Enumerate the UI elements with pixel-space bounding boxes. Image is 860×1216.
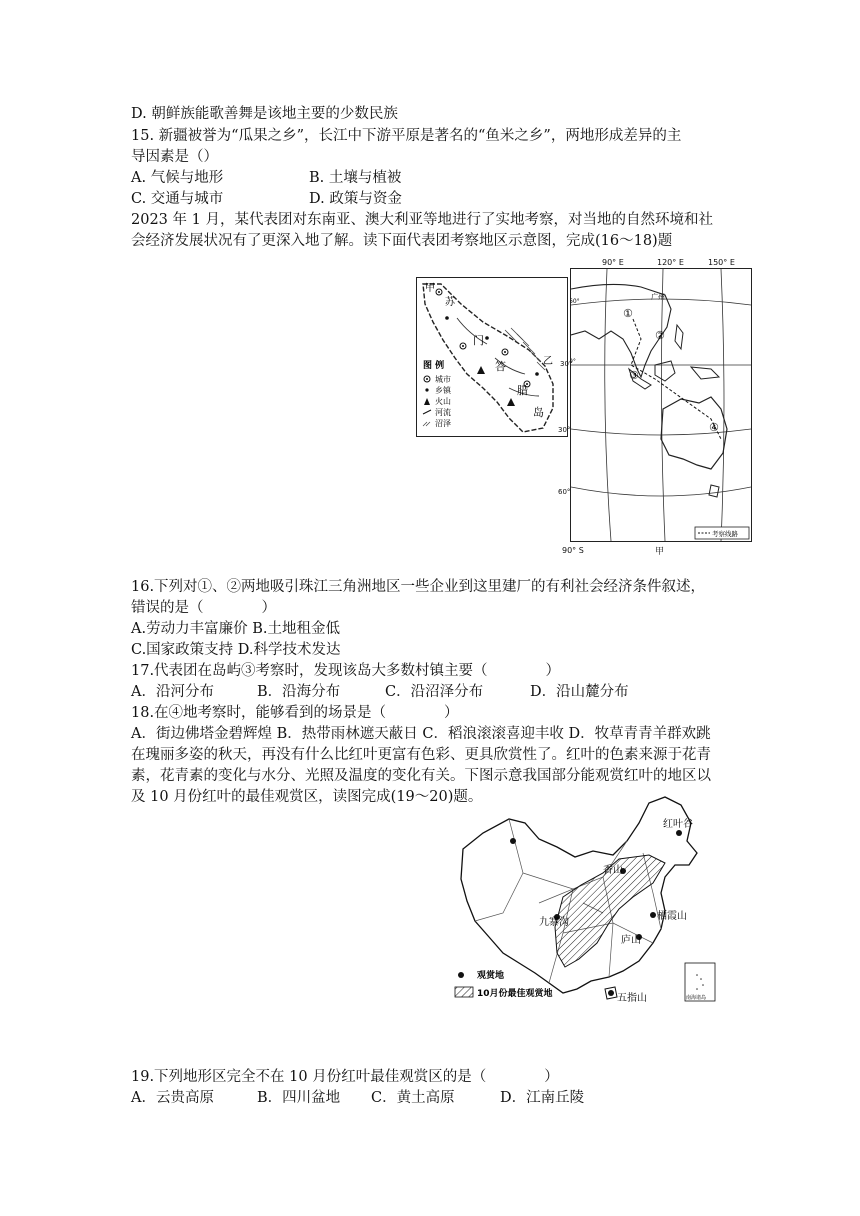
place-jiuzhaigou: 九寨沟 [539,917,569,928]
q15-option-b: B. 土壤与植被 [309,170,402,186]
volcano-icon [507,398,515,406]
lon-label-120e: 120° E [657,258,684,267]
q18-options: A．街边佛塔金碧辉煌 B．热带雨林遮天蔽日 C．稻浪滚滚喜迎丰收 D．牧草青青羊群欢跳 [131,726,711,742]
q18-stem: 18.在④地考察时，能够看到的场景是（ ） [131,705,459,721]
q17-stem: 17.代表团在岛屿③考察时，发现该岛大多数村镇主要（ ） [131,663,561,679]
q16-options-line2: C.国家政策支持 D.科学技术发达 [131,642,341,658]
q17-option-d: D．沿山麓分布 [530,684,629,700]
marker-3: ③ [629,369,639,382]
china-red-leaves-map [453,793,718,1015]
q19-option-a: A．云贵高原 [131,1090,214,1106]
q15-option-d: D. 政策与资金 [309,191,402,207]
q17-option-c: C．沿沼泽分布 [385,684,484,700]
marker-2: ② [655,329,665,342]
marker-1: ① [623,307,633,320]
q19-option-c: C．黄土高原 [371,1090,455,1106]
q19-option-d: D．江南丘陵 [500,1090,585,1106]
lat-label-90s: 90° S [562,546,584,555]
place-qixiashan: 栖霞山 [657,911,687,922]
legend-river: 河流 [435,408,451,417]
q19-stem: 19.下列地形区完全不在 10 月份红叶最佳观赏区的是（ ） [131,1069,559,1085]
q14-option-d: D. 朝鲜族能歌善舞是该地主要的少数民族 [131,106,398,122]
lat-label-2: ° [572,358,576,365]
southeast-asia-australia-map [570,268,752,542]
intro-19-20-line2: 素，花青素的变化与水分、光照及温度的变化有关。下图示意我国部分能观赏红叶的地区以 [131,768,711,784]
q17-option-b: B．沿海分布 [257,684,341,700]
place-guangzhou: 广州 [651,293,665,301]
inset-label-su: 苏 [445,297,455,308]
lat-label-1: 0° [572,298,580,305]
legend-swamp: 沼泽 [435,419,451,428]
sumatra-inset-map [416,277,571,437]
q15-option-c: C. 交通与城市 [131,191,224,207]
map1-bottom-label: 甲 [655,547,665,557]
route-legend: 考察线路 [712,530,738,538]
lat-label-60s: 60° [558,488,571,496]
lon-label-90e: 90° E [602,258,624,267]
lat-label-30s: 30° [558,426,571,434]
marker-4: ④ [709,421,719,434]
lon-label-150e: 150° E [708,258,735,267]
inset-label-da: 答 [495,360,506,373]
volcano-icon [477,366,485,374]
legend-volcano: 火山 [435,397,451,406]
intro-19-20-line3: 及 10 月份红叶的最佳观赏区，读图完成(19～20)题。 [131,789,483,805]
q19-option-b: B．四川盆地 [257,1090,341,1106]
inset-label-la: 腊 [517,384,528,397]
place-lushan: 庐山 [621,935,641,946]
inset-label-jia: 甲 [425,283,435,294]
inset-label-yi: 乙 [543,356,553,367]
intro-16-18-line2: 会经济发展状况有了更深入地了解。读下面代表团考察地区示意图，完成(16～18)题 [131,233,673,249]
legend-city: 城市 [435,375,451,384]
q16-stem-line1: 16.下列对①、②两地吸引珠江三角洲地区一些企业到这里建厂的有利社会经济条件叙述， [131,579,706,595]
place-wuzhishan: 五指山 [617,993,647,1004]
legend-viewing-site: 观赏地 [477,971,505,981]
lat-label-0: 30° [560,360,573,368]
q16-stem-line2: 错误的是（ ） [131,600,276,616]
intro-19-20-line1: 在瑰丽多姿的秋天，再没有什么比红叶更富有色彩、更具欣赏性了。红叶的色素来源于花青 [131,747,711,763]
q16-options-line1: A.劳动力丰富廉价 B.土地租金低 [131,621,340,637]
legend-title: 图 例 [423,361,445,371]
q15-stem-line2: 导因素是（） [131,149,218,165]
q15-stem-line1: 15. 新疆被誉为“瓜果之乡”，长江中下游平原是著名的“鱼米之乡”，两地形成差异的主 [131,128,682,144]
q17-option-a: A．沿河分布 [131,684,214,700]
intro-16-18-line1: 2023 年 1 月，某代表团对东南亚、澳大利亚等地进行了实地考察，对当地的自然环境和社 [131,212,713,228]
q15-option-a: A. 气候与地形 [131,170,224,186]
legend-best-viewing: 10月份最佳观赏地 [477,989,553,999]
legend-town: 乡镇 [435,386,451,395]
place-xiangshan: 香山 [603,865,623,876]
inset-label-men: 门 [473,334,484,347]
south-china-sea-label: 南海诸岛 [686,995,707,1001]
inset-label-dao: 岛 [533,406,544,419]
place-hongyegu: 红叶谷 [663,819,693,830]
